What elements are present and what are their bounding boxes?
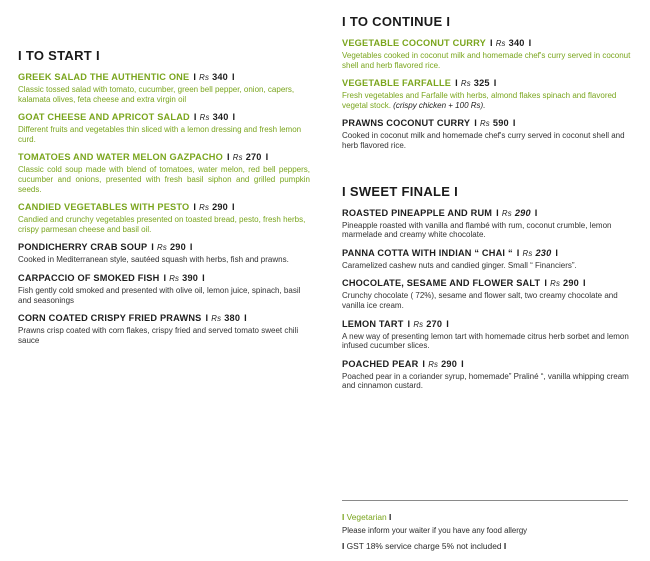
item-price: 325 bbox=[473, 78, 490, 89]
allergy-note: Please inform your waiter if you have any food allergy bbox=[342, 526, 528, 535]
menu-item-vegetable-curry: VEGETABLE COCONUT CURRY I Rs 340 I Vegetables cooked in coconut milk and homemade chef's curry served in coconut shell and herb flavored rice. bbox=[342, 37, 635, 70]
menu-item-vegetable-farfalle: VEGETABLE FARFALLE I Rs 325 I Fresh vegetables and Farfalle with herbs, almond flakes spinach and flavored vegetal stock. (crispy chicken + 100 Rs). bbox=[342, 78, 617, 110]
menu-item-prawns-curry: PRAWNS COCONUT CURRY I Rs 590 I Cooked in coconut milk and homemade chef's curry served in coconut shell and herb flavored rice. bbox=[342, 117, 635, 150]
item-description: Fresh vegetables and Farfalle with herbs, almond flakes spinach and flavored vegetal stock. bbox=[342, 91, 617, 110]
item-name: ROASTED PINEAPPLE AND RUM bbox=[342, 207, 493, 218]
item-name: VEGETABLE FARFALLE bbox=[342, 78, 452, 89]
gst-note: I GST 18% service charge 5% not included I bbox=[342, 541, 507, 551]
menu-item-panna-cotta: PANNA COTTA WITH INDIAN “ CHAI “ I Rs 230 I Caramelized cashew nuts and candied ginger. Small “ Financiers”. bbox=[342, 247, 635, 271]
vegetarian-legend: I Vegetarian I bbox=[342, 512, 392, 522]
item-name: PANNA COTTA WITH INDIAN “ CHAI “ bbox=[342, 247, 513, 258]
item-description: Fish gently cold smoked and presented with olive oil, lemon juice, spinach, basil and seasonings bbox=[18, 285, 301, 305]
item-description: Cooked in coconut milk and homemade chef's curry served in coconut shell and herb flavored rice. bbox=[342, 131, 625, 150]
item-description: Poached pear in a coriander syrup, homemade” Praliné “, vanilla whipping cream and cinnamon custard. bbox=[342, 371, 629, 391]
item-name: LEMON TART bbox=[342, 318, 404, 329]
item-price: 340 bbox=[212, 72, 228, 82]
to-start-heading: I TO START I bbox=[18, 48, 100, 63]
item-price: 230 bbox=[535, 247, 552, 258]
item-name: VEGETABLE COCONUT CURRY bbox=[342, 38, 486, 48]
item-description: Vegetables cooked in coconut milk and homemade chef's curry served in coconut shell and herb flavored rice. bbox=[342, 51, 631, 70]
item-name: CARPACCIO OF SMOKED FISH bbox=[18, 272, 160, 283]
item-description: Prawns crisp coated with corn flakes, crispy fried and served tomato sweet chili sauce bbox=[18, 326, 299, 345]
item-price: 290 bbox=[563, 278, 579, 289]
item-price: 590 bbox=[492, 118, 509, 129]
item-extra-note: (crispy chicken + 100 Rs). bbox=[393, 100, 486, 110]
item-name: GOAT CHEESE AND APRICOT SALAD bbox=[18, 112, 190, 123]
item-description: Caramelized cashew nuts and candied ginger. Small “ Financiers”. bbox=[342, 260, 577, 270]
menu-item-poached-pear: POACHED PEAR I Rs 290 I Poached pear in a coriander syrup, homemade” Praliné “, vanilla whipping cream and cinnamon custard. bbox=[342, 358, 635, 391]
menu-item-lemon-tart: LEMON TART I Rs 270 I A new way of presenting lemon tart with homemade citrus herb sorbet and lemon infused cucumber slices. bbox=[342, 318, 635, 351]
item-description: Different fruits and vegetables thin sliced with a lemon dressing and fresh lemon curd. bbox=[18, 125, 302, 144]
menu-item-crab-soup: PONDICHERRY CRAB SOUP I Rs 290 I Cooked in Mediterranean style, sautéed squash with herbs, fish and prawns. bbox=[18, 241, 310, 265]
item-name: PONDICHERRY CRAB SOUP bbox=[18, 242, 148, 253]
item-name: PRAWNS COCONUT CURRY bbox=[342, 118, 471, 129]
menu-item-chocolate-sesame: CHOCOLATE, SESAME AND FLOWER SALT I Rs 290 I Crunchy chocolate ( 72%), sesame and flower salt, two creamy chocolate and vanilla ice cream. bbox=[342, 277, 635, 310]
item-name: TOMATOES AND WATER MELON GAZPACHO bbox=[18, 152, 223, 163]
item-name: GREEK SALAD THE AUTHENTIC ONE bbox=[18, 72, 190, 82]
item-price: 270 bbox=[426, 318, 443, 329]
menu-item-gazpacho: TOMATOES AND WATER MELON GAZPACHO I Rs 270 I Classic cold soup made with blend of tomatoes, water melon, red bell peppers, cucumber and onions, presented with fresh basil siphon and grilled pumpkin seeds. bbox=[18, 152, 310, 194]
menu-item-carpaccio: CARPACCIO OF SMOKED FISH I Rs 390 I Fish gently cold smoked and presented with olive oil, lemon juice, spinach, basil and seasonings bbox=[18, 272, 310, 305]
item-name: CHOCOLATE, SESAME AND FLOWER SALT bbox=[342, 278, 541, 289]
item-description: A new way of presenting lemon tart with homemade citrus herb sorbet and lemon infused cucumber slices. bbox=[342, 331, 629, 351]
item-name: POACHED PEAR bbox=[342, 358, 419, 369]
sweet-finale-heading: I SWEET FINALE I bbox=[342, 183, 459, 199]
menu-item-fried-prawns: CORN COATED CRISPY FRIED PRAWNS I Rs 380 I Prawns crisp coated with corn flakes, crispy fried and served tomato sweet chili sauce bbox=[18, 312, 310, 345]
item-description: Crunchy chocolate ( 72%), sesame and flower salt, two creamy chocolate and vanilla ice cream. bbox=[342, 291, 618, 310]
item-price: 340 bbox=[508, 38, 525, 48]
item-price: 290 bbox=[169, 242, 186, 253]
menu-item-greek-salad: GREEK SALAD THE AUTHENTIC ONE I Rs 340 I Classic tossed salad with tomato, cucumber, green bell pepper, onion, capers, kalamata olives, feta cheese and extra virgin oil bbox=[18, 71, 310, 104]
item-price: 340 bbox=[212, 112, 229, 123]
item-price: 290 bbox=[514, 207, 531, 218]
right-column bbox=[342, 14, 635, 398]
item-description: Classic cold soup made with blend of tomatoes, water melon, red bell peppers, cucumber and onions, presented with fresh basil siphon and grilled pumpkin seeds. bbox=[18, 165, 310, 194]
to-continue-heading: I TO CONTINUE I bbox=[342, 14, 451, 29]
menu-item-roasted-pineapple: ROASTED PINEAPPLE AND RUM I Rs 290 I Pineapple roasted with vanilla and flambé with rum, coconut crumble, lemon marmelade and creamy white chocolate. bbox=[342, 207, 635, 240]
footer-divider bbox=[342, 500, 628, 501]
item-price: 290 bbox=[212, 202, 228, 213]
item-price: 290 bbox=[441, 358, 458, 369]
item-price: 380 bbox=[224, 313, 241, 324]
to-start-section bbox=[18, 48, 310, 352]
item-price: 270 bbox=[245, 152, 262, 163]
item-price: 390 bbox=[182, 272, 199, 283]
menu-footer bbox=[342, 500, 628, 551]
item-description: Classic tossed salad with tomato, cucumber, green bell pepper, onion, capers, kalamata olives, feta cheese and extra virgin oil bbox=[18, 85, 295, 104]
menu-item-candied-vegetables: CANDIED VEGETABLES WITH PESTO I Rs 290 I Candied and crunchy vegetables presented on toasted bread, pesto, fresh herbs, crispy parmesan cheese and basil oil. bbox=[18, 201, 310, 234]
menu-item-goat-cheese-salad: GOAT CHEESE AND APRICOT SALAD I Rs 340 I Different fruits and vegetables thin sliced with a lemon dressing and fresh lemon curd. bbox=[18, 111, 310, 144]
item-description: Cooked in Mediterranean style, sautéed squash with herbs, fish and prawns. bbox=[18, 255, 289, 265]
item-description: Pineapple roasted with vanilla and flambé with rum, coconut crumble, lemon marmelade and creamy white chocolate. bbox=[342, 220, 612, 240]
item-name: CANDIED VEGETABLES WITH PESTO bbox=[18, 202, 190, 213]
item-name: CORN COATED CRISPY FRIED PRAWNS bbox=[18, 313, 202, 324]
item-description: Candied and crunchy vegetables presented on toasted bread, pesto, fresh herbs, crispy parmesan cheese and basil oil. bbox=[18, 215, 306, 234]
